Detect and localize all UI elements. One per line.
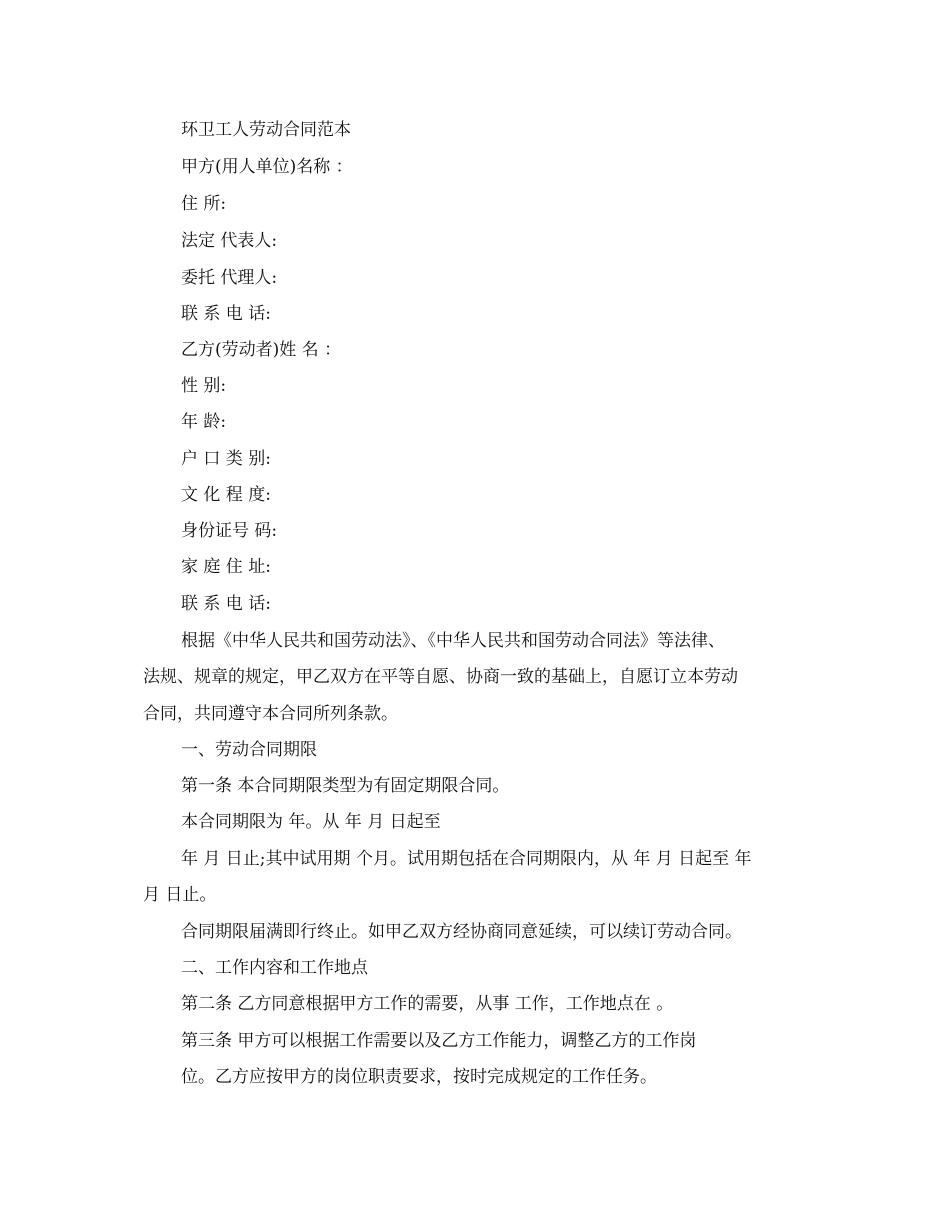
field-employee-phone: 联 系 电 话: (181, 594, 271, 614)
field-legal-representative: 法定 代表人: (181, 231, 278, 251)
contract-term-text: 本合同期限为 年。从 年 月 日起至 (181, 812, 441, 832)
probation-line-2: 月 日止。 (143, 885, 217, 905)
document-title: 环卫工人劳动合同范本 (181, 120, 351, 140)
article2-text: 第二条 乙方同意根据甲方工作的需要，从事 工作，工作地点在 。 (181, 994, 674, 1014)
article3-line-2: 位。乙方应按甲方的岗位职责要求，按时完成规定的工作任务。 (181, 1067, 657, 1087)
field-employer-address: 住 所: (181, 194, 227, 214)
field-employer-name: 甲方(用人单位)名称 ： (181, 157, 353, 177)
field-id-number: 身份证号 码: (181, 521, 278, 541)
probation-line-1: 年 月 日止;其中试用期 个月。试用期包括在合同期限内，从 年 月 日起至 年 (181, 849, 752, 869)
section1-heading: 一、劳动合同期限 (181, 740, 317, 760)
section2-heading: 二、工作内容和工作地点 (181, 958, 368, 978)
field-household-type: 户 口 类 别: (181, 449, 271, 469)
field-gender: 性 别: (181, 376, 227, 396)
preamble-line-3: 合同，共同遵守本合同所列条款。 (143, 704, 398, 724)
field-education: 文 化 程 度: (181, 485, 271, 505)
field-home-address: 家 庭 住 址: (181, 557, 271, 577)
preamble-line-1: 根据《中华人民共和国劳动法》、《中华人民共和国劳动合同法》等法律、 (181, 631, 725, 651)
field-employee-name: 乙方(劳动者)姓 名 ： (181, 340, 342, 360)
field-age: 年 龄: (181, 412, 227, 432)
field-authorized-agent: 委托 代理人: (181, 268, 278, 288)
article1-text: 第一条 本合同期限类型为有固定期限合同。 (181, 776, 510, 796)
preamble-line-2: 法规、规章的规定，甲乙双方在平等自愿、协商一致的基础上，自愿订立本劳动 (143, 667, 738, 687)
article3-line-1: 第三条 甲方可以根据工作需要以及乙方工作能力，调整乙方的工作岗 (181, 1031, 697, 1051)
field-employer-phone: 联 系 电 话: (181, 304, 271, 324)
contract-expiry-text: 合同期限届满即行终止。如甲乙双方经协商同意延续，可以续订劳动合同。 (181, 922, 742, 942)
